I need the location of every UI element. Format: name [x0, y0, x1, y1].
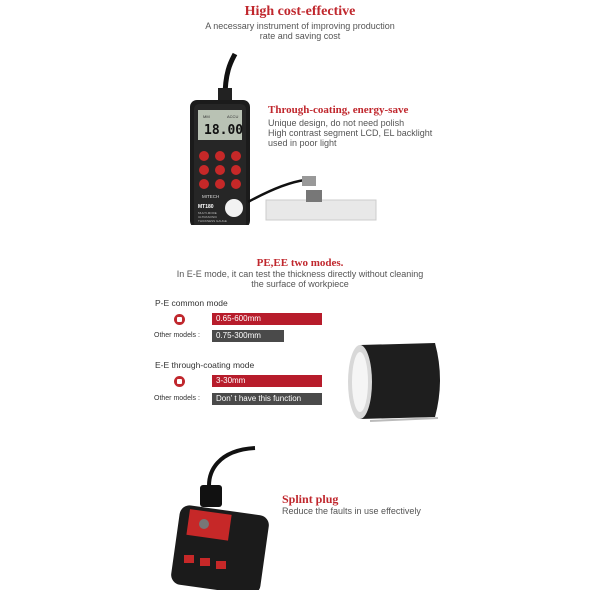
- screen-reading: 18.00: [204, 123, 244, 138]
- ee-mode-label: E-E through-coating mode: [155, 360, 255, 370]
- gauge-desc-2: ULTRASONIC: [198, 215, 218, 219]
- gauge-brand: MITECH: [202, 194, 220, 199]
- ee-other-label: Other models :: [154, 395, 200, 402]
- probe-body: [306, 190, 322, 202]
- splint-plug-desc: Reduce the faults in use effectively: [282, 506, 421, 516]
- through-coating-line-1: Unique design, do not need polish: [268, 118, 405, 128]
- pe-other-bar: 0.75-300mm: [212, 330, 284, 342]
- pe-mode-label: P-E common mode: [155, 298, 228, 308]
- pe-range-bar: 0.65-600mm: [212, 313, 322, 325]
- modes-desc-2: the surface of workpiece: [251, 279, 349, 289]
- cost-subtitle-1: A necessary instrument of improving production: [205, 21, 395, 31]
- screen-right-text: ACCU: [227, 114, 239, 119]
- pe-mode-icon: [174, 314, 185, 325]
- probe-cylinder-illustration: [340, 325, 450, 435]
- gauge-model: MT180: [198, 204, 214, 210]
- ee-mode-icon: [174, 376, 185, 387]
- test-block: [266, 200, 376, 220]
- gauge-desc-3: THICKNESS GAUGE: [198, 219, 227, 223]
- through-coating-line-3: used in poor light: [268, 138, 337, 148]
- pe-other-label: Other models :: [154, 332, 200, 339]
- section-title-through-coating: Through-coating, energy-save: [268, 104, 409, 116]
- ee-range-bar: 3-30mm: [212, 375, 322, 387]
- gauge-dial: [225, 199, 243, 217]
- ee-other-bar: Don’ t have this function: [212, 393, 322, 405]
- screen-left-text: MM: [203, 114, 210, 119]
- cost-subtitle-2: rate and saving cost: [259, 31, 341, 41]
- gauge-desc-1: MULTI-MODE: [198, 211, 217, 215]
- section-title-cost: High cost-effective: [244, 4, 356, 19]
- modes-desc-1: In E-E mode, it can test the thickness directly without cleaning: [176, 269, 424, 279]
- probe-cable: [248, 180, 305, 202]
- gauge-cable-plug: [218, 88, 232, 100]
- splint-plug-illustration: [170, 440, 270, 590]
- through-coating-line-2: High contrast segment LCD, EL backlight: [268, 128, 433, 138]
- section-title-modes: PE,EE two modes.: [256, 257, 344, 269]
- section-title-splint-plug: Splint plug: [282, 492, 339, 506]
- gauge-keypad: [199, 151, 241, 189]
- probe-head: [302, 176, 316, 186]
